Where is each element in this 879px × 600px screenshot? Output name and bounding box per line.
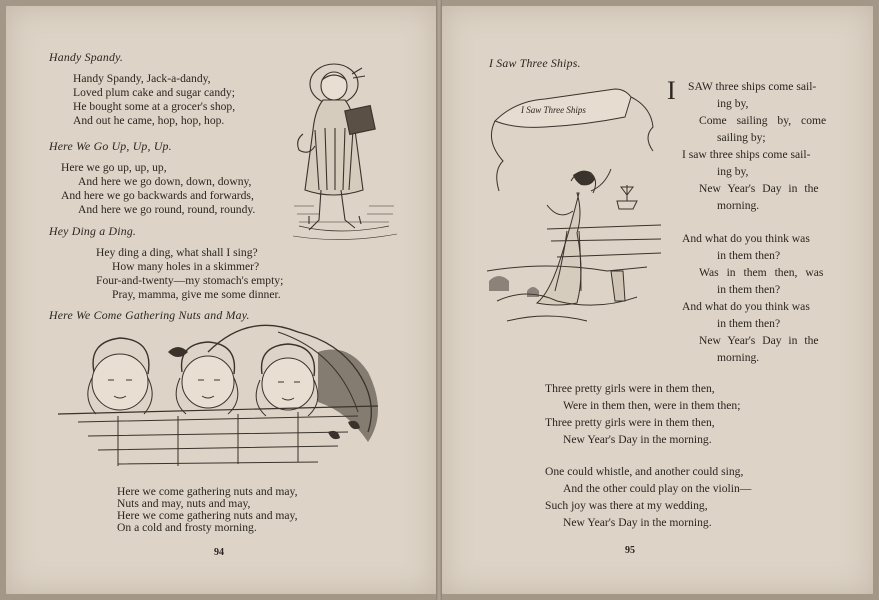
poem-line: morning. — [717, 351, 760, 364]
poem-line: New Year's Day in the — [699, 334, 819, 347]
banner-text: I Saw Three Ships — [521, 105, 586, 115]
poem-line: New Year's Day in the morning. — [563, 433, 712, 446]
poem-line: On a cold and frosty morning. — [117, 521, 257, 534]
page-number-left: 94 — [214, 547, 224, 558]
poem-line: ing by, — [717, 165, 749, 178]
poem-line: Pray, mamma, give me some dinner. — [112, 288, 281, 301]
left-page — [6, 6, 436, 594]
poem-line: And what do you think was — [682, 300, 810, 313]
poem-line: Here we come gathering nuts and may, — [117, 485, 298, 498]
poem-line: morning. — [717, 199, 760, 212]
poem-line: And here we go down, down, downy, — [78, 175, 252, 188]
poem-title-hey-ding: Hey Ding a Ding. — [49, 224, 137, 238]
poem-line: Was in them then, was — [699, 266, 824, 279]
poem-line: Here we go up, up, up, — [61, 161, 167, 174]
poem-title-handy-spandy: Handy Spandy. — [49, 50, 124, 64]
poem-line: How many holes in a skimmer? — [112, 260, 260, 273]
poem-line: And the other could play on the violin— — [563, 482, 752, 495]
poem-line: sailing by; — [717, 131, 766, 144]
poem-line: in them then? — [717, 283, 781, 296]
poem-line: New Year's Day in the morning. — [563, 516, 712, 529]
poem-line: And here we go round, round, roundy. — [78, 203, 256, 216]
poem-title-three-ships: I Saw Three Ships. — [489, 56, 581, 70]
poem-line: Hey ding a ding, what shall I sing? — [96, 246, 258, 259]
poem-line: Handy Spandy, Jack-a-dandy, — [73, 72, 211, 85]
girl-at-seaside-illustration — [487, 81, 662, 331]
poem-line: in them then? — [717, 317, 781, 330]
poem-line: I saw three ships come sail- — [682, 148, 811, 161]
poem-line: And out he came, hop, hop, hop. — [73, 114, 225, 127]
poem-line: Three pretty girls were in them then, — [545, 416, 715, 429]
poem-line: Loved plum cake and sugar candy; — [73, 86, 235, 99]
poem-line: And what do you think was — [682, 232, 810, 245]
poem-line: Three pretty girls were in them then, — [545, 382, 715, 395]
poem-line: Nuts and may, nuts and may, — [117, 497, 251, 510]
poem-line: And here we go backwards and forwards, — [61, 189, 254, 202]
poem-line: One could whistle, and another could sing, — [545, 465, 744, 478]
poem-line: ing by, — [717, 97, 749, 110]
poem-title-here-we-go-up: Here We Go Up, Up, Up. — [49, 139, 172, 153]
poem-line: Here we come gathering nuts and may, — [117, 509, 298, 522]
poem-line: He bought some at a grocer's shop, — [73, 100, 236, 113]
poem-line: in them then? — [717, 249, 781, 262]
poem-line: Come sailing by, come — [699, 114, 827, 127]
right-page — [442, 6, 873, 594]
poem-line: Such joy was there at my wedding, — [545, 499, 708, 512]
drop-cap: I — [667, 76, 676, 105]
poem-line: SAW three ships come sail- — [688, 80, 817, 93]
poem-line: New Year's Day in the — [699, 182, 819, 195]
poem-title-nuts-and-may: Here We Come Gathering Nuts and May. — [49, 308, 250, 322]
poem-line: Four-and-twenty—my stomach's empty; — [96, 274, 284, 287]
three-children-over-wall-illustration — [58, 312, 398, 482]
poem-line: Were in them then, were in them then; — [563, 399, 741, 412]
boy-with-basket-illustration — [289, 56, 401, 256]
page-number-right: 95 — [625, 545, 635, 556]
